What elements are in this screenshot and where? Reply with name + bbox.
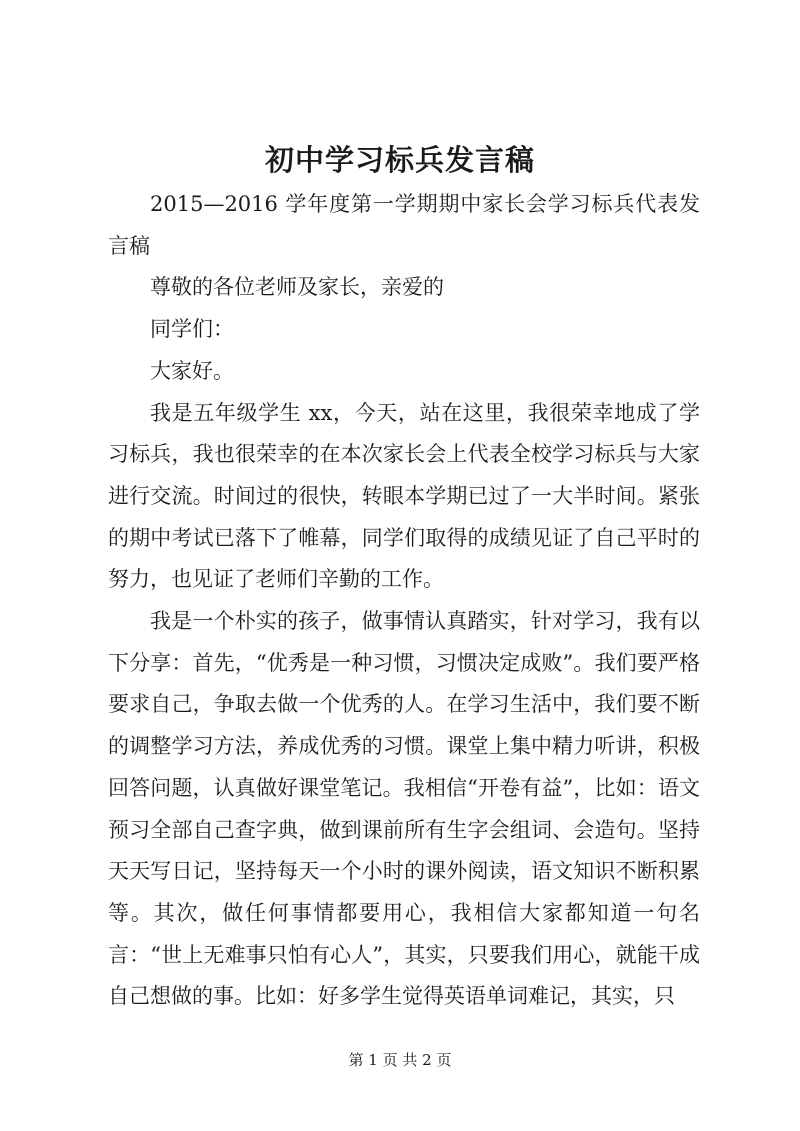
document-body xyxy=(108,184,700,1018)
paragraph-introduction: 我是五年级学生 xx，今天，站在这里，我很荣幸地成了学习标兵，我也很荣幸的在本次家长会上代表全校学习标兵与大家进行交流。时间过的很快，转眼本学期已过了一大半时间。紧张的期中考试已落下了帷幕，同学们取得的成绩见证了自己平时的努力，也见证了老师们辛勤的工作。 xyxy=(108,400,700,592)
page-title: 初中学习标兵发言稿 xyxy=(264,143,535,177)
paragraph-salutation: 尊敬的各位老师及家长，亲爱的 xyxy=(150,275,444,300)
paragraph-greeting: 大家好。 xyxy=(150,358,234,383)
paragraph-sharing: 我是一个朴实的孩子，做事情认真踏实，针对学习，我有以下分享：首先，“优秀是一种习惯，习惯决定成败”。我们要严格要求自己，争取去做一个优秀的人。在学习生活中，我们要不断的调整学习方法，养成优秀的习惯。课堂上集中精力听讲，积极回答问题，认真做好课堂笔记。我相信“开卷有益”，比如：语文预习全部自己查字典，做到课前所有生字会组词、会造句。坚持天天写日记，坚持每天一个小时的课外阅读，语文知识不断积累等。其次，做任何事情都要用心，我相信大家都知道一句名言：“世上无难事只怕有心人”，其实，只要我们用心，就能干成自己想做的事。比如：好多学生觉得英语单词难记，其实，只 xyxy=(108,609,700,1009)
paragraph-salutation-cont: 同学们： xyxy=(150,317,234,342)
page-footer: 第 1 页 共 2 页 xyxy=(348,1051,452,1069)
paragraph-subtitle: 2015—2016 学年度第一学期期中家长会学习标兵代表发言稿 xyxy=(108,192,700,258)
